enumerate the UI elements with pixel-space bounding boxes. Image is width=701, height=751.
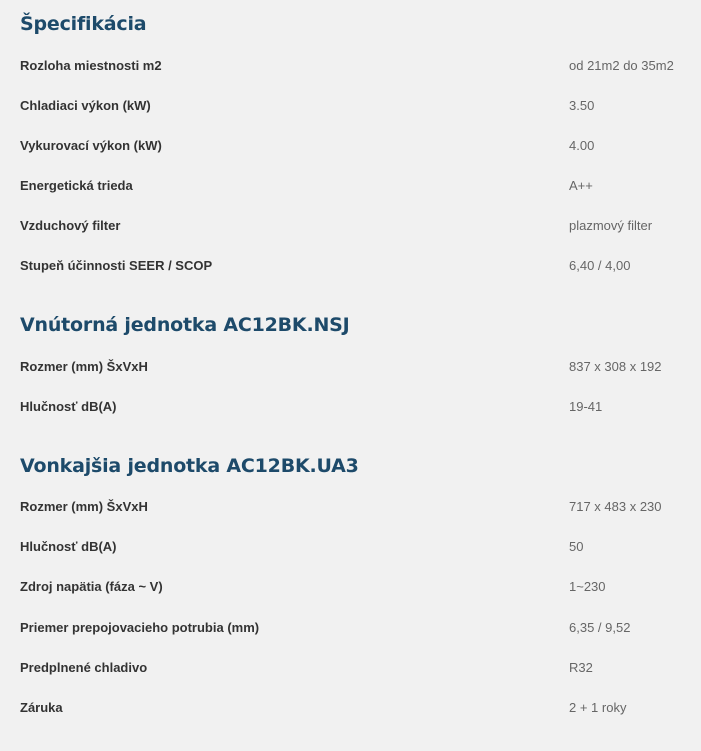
spec-row-outdoor-dimensions: [0, 487, 701, 527]
spec-value: 50: [569, 539, 584, 554]
spec-value: 837 x 308 x 192: [569, 359, 662, 374]
spec-label: Chladiaci výkon (kW): [20, 98, 151, 113]
spec-value: R32: [569, 660, 593, 675]
section-title-specification: Špecifikácia: [20, 13, 147, 35]
spec-value: plazmový filter: [569, 218, 653, 233]
spec-label: Záruka: [20, 700, 63, 715]
spec-label: Vzduchový filter: [20, 218, 121, 233]
spec-value: 19-41: [569, 399, 603, 414]
spec-value: A++: [569, 178, 593, 193]
spec-row-air-filter: [0, 206, 701, 246]
spec-row-refrigerant: [0, 648, 701, 688]
spec-label: Hlučnosť dB(A): [20, 539, 117, 554]
spec-label: Predplnené chladivo: [20, 660, 148, 675]
spec-row-room-area: [0, 46, 701, 86]
spec-row-warranty: [0, 688, 701, 728]
spec-value: 6,40 / 4,00: [569, 258, 631, 273]
spec-value: 1~230: [569, 579, 606, 594]
spec-label: Vykurovací výkon (kW): [20, 138, 162, 153]
spec-label: Priemer prepojovacieho potrubia (mm): [20, 620, 260, 635]
spec-row-cooling-power: [0, 86, 701, 126]
spec-value: 4.00: [569, 138, 595, 153]
spec-label: Rozmer (mm) ŠxVxH: [20, 499, 148, 514]
spec-label: Zdroj napätia (fáza ~ V): [20, 579, 163, 594]
spec-row-seer-scop: [0, 246, 701, 286]
spec-row-pipe-diameter: [0, 608, 701, 648]
section-title-outdoor-unit: Vonkajšia jednotka AC12BK.UA3: [20, 455, 359, 477]
spec-row-power-supply: [0, 567, 701, 607]
spec-row-heating-power: [0, 126, 701, 166]
spec-row-outdoor-noise: [0, 527, 701, 567]
section-title-indoor-unit: Vnútorná jednotka AC12BK.NSJ: [20, 314, 350, 336]
spec-row-indoor-dimensions: [0, 347, 701, 387]
spec-value: 2 + 1 roky: [569, 700, 627, 715]
spec-label: Stupeň účinnosti SEER / SCOP: [20, 258, 213, 273]
spec-value: 3.50: [569, 98, 595, 113]
spec-value: od 21m2 do 35m2: [569, 58, 674, 73]
spec-label: Hlučnosť dB(A): [20, 399, 117, 414]
spec-value: 6,35 / 9,52: [569, 620, 631, 635]
spec-label: Rozloha miestnosti m2: [20, 58, 162, 73]
spec-label: Rozmer (mm) ŠxVxH: [20, 359, 148, 374]
spec-value: 717 x 483 x 230: [569, 499, 662, 514]
spec-row-indoor-noise: [0, 387, 701, 427]
spec-label: Energetická trieda: [20, 178, 133, 193]
spec-row-energy-class: [0, 166, 701, 206]
